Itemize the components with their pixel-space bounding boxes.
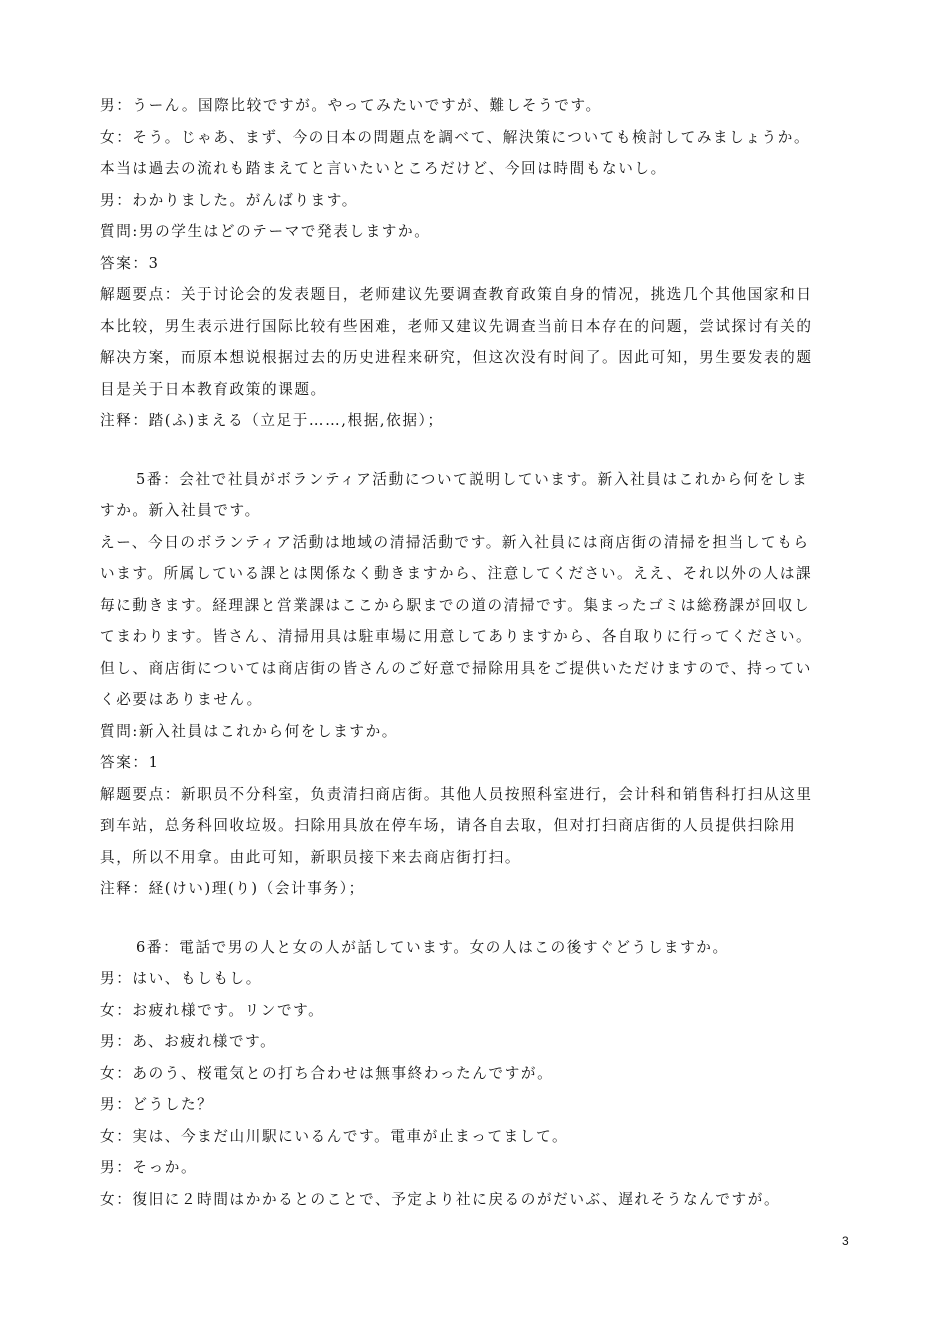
- question-5-heading: 5番：会社で社員がボランティア活動について説明しています。新入社員はこれから何をしま: [136, 470, 809, 488]
- question-6-section: [100, 932, 840, 1216]
- document-body: [100, 90, 840, 1215]
- text-line: 但し、商店街については商店街の皆さんのご好意で掃除用具をご提供いただけますので、持ってい: [100, 659, 812, 677]
- page-number: 3: [842, 1234, 849, 1248]
- explanation-line: 本比较，男生表示进行国际比较有些困难，老师又建议先调查当前日本存在的问题，尝试探讨有关的: [100, 317, 813, 335]
- explanation-line: 解题要点：新职员不分科室，负责清扫商店街。其他人员按照科室进行，会计科和销售科打扫从这里: [100, 785, 813, 803]
- text-line: えー、今日のボランティア活動は地域の清掃活動です。新入社員には商店街の清掃を担当してもら: [100, 533, 810, 551]
- text-line: 女：そう。じゃあ、まず、今の日本の問題点を調べて、解決策についても検討してみましょうか。: [100, 128, 811, 146]
- text-line: 毎に動きます。経理課と営業課はここから駅までの道の清掃です。集まったゴミは総務課が回収し: [100, 596, 811, 614]
- text-line: すか。新入社員です。: [100, 502, 261, 519]
- text-line: 本当は過去の流れも踏まえてと言いたいところだけど、今回は時間もないし。: [100, 160, 667, 177]
- section-gap: [100, 905, 840, 932]
- text-line: 男：うーん。国際比较ですが。やってみたいですが、難しそうです。: [100, 97, 602, 114]
- dialogue-line: 男：はい、もしもし。: [100, 970, 262, 987]
- explanation-line: 解题要点：关于讨论会的发表题目，老师建议先要调查教育政策自身的情况，挑选几个其他国家和日: [100, 286, 813, 303]
- answer-line: 答案：3: [100, 254, 160, 272]
- dialogue-line: 女：復旧に２時間はかかるとのことで、予定より社に戻るのがだいぶ、遅れそうなんですが。: [100, 1190, 781, 1208]
- text-line: います。所属している課とは関係なく動きますから、注意してください。ええ、それ以外の人は課: [100, 565, 813, 582]
- explanation-line: 目是关于日本教育政策的课题。: [100, 380, 327, 398]
- text-line: 男：わかりました。がんばります。: [100, 191, 358, 209]
- explanation-line: 具，所以不用拿。由此可知，新职员接下来去商店街打扫。: [100, 848, 522, 866]
- question-line: 質問:男の学生はどのテーマで発表しますか。: [100, 223, 431, 240]
- dialogue-line: 女：実は、今まだ山川駅にいるんです。電車が止まってまして。: [100, 1127, 569, 1145]
- dialogue-line: 男：そっか。: [100, 1159, 198, 1176]
- question-5-section: [100, 464, 840, 905]
- dialogue-line: 女：お疲れ様です。リンです。: [100, 1001, 325, 1019]
- dialogue-line: 男：どうした？: [100, 1096, 214, 1113]
- text-line: く必要はありません。: [100, 691, 263, 708]
- dialogue-section-4-end: [100, 90, 840, 437]
- explanation-line: 解决方案，而原本想说根据过去的历史进程来研究，但这次没有时间了。因此可知，男生要发表的题: [100, 349, 813, 366]
- section-gap: [100, 437, 840, 464]
- dialogue-line: 男：あ、お疲れ様です。: [100, 1033, 277, 1050]
- answer-line: 答案：1: [100, 754, 160, 771]
- question-6-heading: 6番：電話で男の人と女の人が話しています。女の人はこの後すぐどうしますか。: [136, 938, 729, 956]
- explanation-line: 到车站，总务科回收垃圾。扫除用具放在停车场，请各自去取，但对打扫商店街的人员提供扫除用: [100, 817, 797, 834]
- note-line: 注释：踏(ふ)まえる（立足于……,根据,依据）；: [100, 412, 444, 429]
- text-line: てまわります。皆さん、清掃用具は駐車場に用意してありますから、各自取りに行ってください。: [100, 628, 813, 645]
- dialogue-line: 女：あのう、桜電気との打ち合わせは無事終わったんですが。: [100, 1064, 554, 1082]
- question-line: 質問:新入社員はこれから何をしますか。: [100, 722, 399, 740]
- note-line: 注释：経(けい)理(り)（会计事务）；: [100, 880, 365, 897]
